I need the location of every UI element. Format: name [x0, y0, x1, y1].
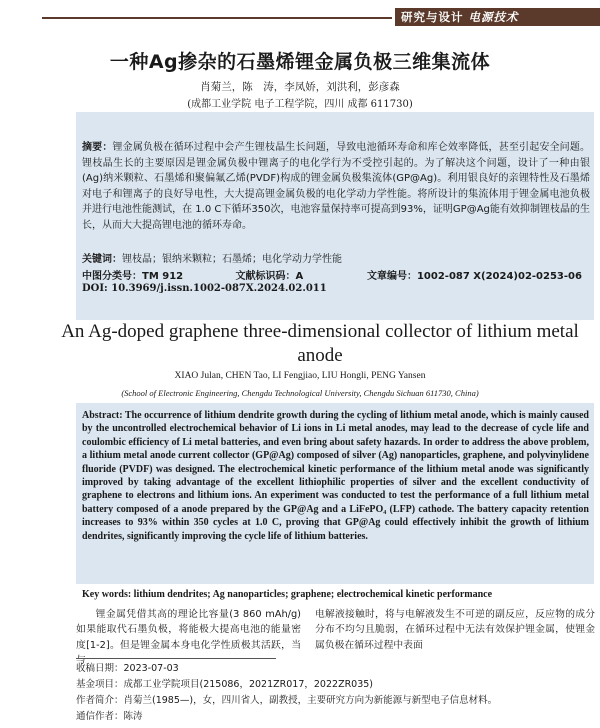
- document-code: 文献标识码：A: [235, 271, 304, 282]
- keywords-cn-text: 锂枝晶；银纳米颗粒；石墨烯；电化学动力学性能: [122, 254, 342, 265]
- footnote-rule: [76, 658, 276, 659]
- journal-header: [395, 8, 600, 26]
- abstract-en-text: The occurrence of lithium dendrite growth during the cycling of lithium metal anode, which is mainly caused by the uncontrolled electrochemical behavior of Li ions in Li metal anodes, may lead to the decrease of cycle life and coulombic efficiency of Li metal batteries, and even bring about safety hazards. In order to address the above problem, a lithium metal anode current collector (GP@Ag) composed of silver (Ag) nanoparticles, graphene, and polyvinylidene fluoride (PVDF) was designed. The electrochemical kinetic performance of the lithium metal anode was significantly improved by taking advantage of the excellent lithiophilic properties of silver and the excellent conductivity of graphene to electrons and lithium ions. An experiment was conducted to test the performance of a full lithium metal battery composed of a anode prepared by the GP@Ag and a LiFePO₄ (LFP) cathode. The battery capacity retention increases to 93% within 350 cycles at 1.0 C, proving that GP@Ag could effectively inhibit the growth of lithium dendrites, significantly improving the cycle life of lithium batteries.: [82, 410, 589, 542]
- abstract-cn: [82, 140, 590, 234]
- journal-brand: 电源技术: [468, 10, 519, 24]
- body-column-right: 电解液接触时，将与电解液发生不可逆的副反应，反应物的成分分布不均匀且脆弱，在循环过程中无法有效保护锂金属，使锂金属负极在循环过程中表面: [315, 609, 595, 651]
- keywords-cn-label: 关键词：: [82, 254, 122, 265]
- title-en: An Ag-doped graphene three-dimensional collector of lithium metal anode: [61, 321, 579, 366]
- article-number: 文章编号：1002-087 X(2024)02-0253-06: [366, 271, 582, 282]
- authors-cn: 肖菊兰，陈 涛，李凤娇，刘洪利，彭彦森: [200, 81, 400, 93]
- title-cn: 一种Ag掺杂的石墨烯锂金属负极三维集流体: [109, 51, 491, 73]
- doi[interactable]: DOI: 10.3969/j.issn.1002-087X.2024.02.011: [82, 283, 327, 294]
- keywords-en-text: lithium dendrites; Ag nanoparticles; graphene; electrochemical kinetic performance: [133, 589, 493, 600]
- clc-number: 中图分类号：TM 912: [82, 271, 184, 282]
- section-label: 研究与设计: [401, 10, 464, 24]
- abstract-en: [76, 403, 594, 584]
- affiliation-cn: (成都工业学院 电子工程学院，四川 成都 611730): [187, 99, 413, 110]
- abstract-cn-text: 锂金属负极在循环过程中会产生锂枝晶生长问题，导致电池循环寿命和库仑效率降低，甚至引起安全问题。锂枝晶生长的主要原因是锂金属负极中锂离子的电化学行为不受控引起的。为了解决这个问题，设计了一种由银(Ag)纳米颗粒、石墨烯和聚偏氟乙烯(PVDF)构成的锂金属负极集流体(GP@Ag)。利用银良好的亲锂特性及石墨烯对电子和锂离子的良好导电性，大大提高锂金属负极的电化学动力学性能。将所设计的集流体用于锂金属电池负极并进行电池性能测试，在 1.0 C下循环350次，电池容量保持率可提高到93%，证明GP@Ag能有效抑制锂枝晶的生长，从而大大提高锂电池的循环寿命。: [82, 142, 591, 231]
- classification: [82, 267, 590, 282]
- footnote-bio: 作者简介：肖菊兰(1985—)，女，四川省人，副教授，主要研究方向为新能源与新型电子信息材料。: [76, 695, 498, 706]
- header-rule: [42, 17, 392, 19]
- authors-en: XIAO Julan, CHEN Tao, LI Fengjiao, LIU Hongli, PENG Yansen: [174, 371, 426, 381]
- keywords-cn: [82, 250, 590, 265]
- footnote-corresponding: 通信作者：陈涛: [76, 711, 143, 722]
- footnote-received: 收稿日期：2023-07-03: [76, 663, 179, 674]
- abstract-cn-label: 摘要：: [82, 142, 113, 153]
- abstract-en-label: Abstract:: [82, 410, 123, 421]
- keywords-en: [82, 589, 594, 600]
- keywords-en-label: Key words:: [82, 589, 132, 600]
- body-column-left: 锂金属凭借其高的理论比容量(3 860 mAh/g)如果能取代石墨负极，将能极大提高电池的能量密度[1-2]。但是锂金属本身电化学性质极其活跃，当与: [76, 609, 301, 666]
- affiliation-en: (School of Electronic Engineering, Chengdu Technological University, Chengdu Sichuan 611730, China): [121, 388, 479, 398]
- footnote-fund: 基金项目：成都工业学院项目(215086，2021ZR017，2022ZR035): [76, 679, 374, 690]
